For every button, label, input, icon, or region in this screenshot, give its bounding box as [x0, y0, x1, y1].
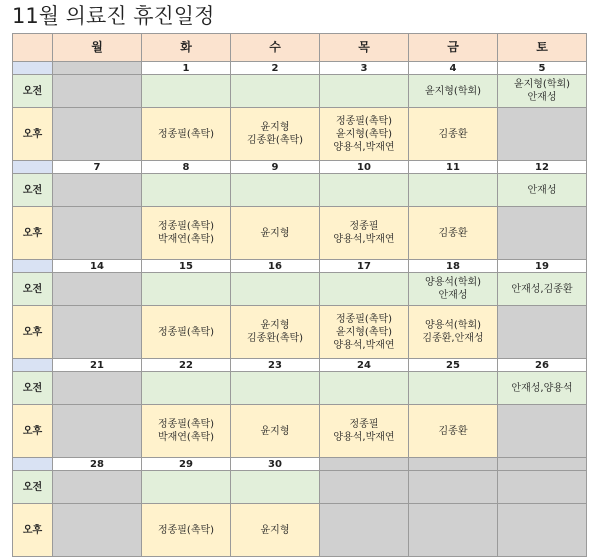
afternoon-cell	[142, 207, 231, 260]
morning-cell	[53, 471, 142, 504]
doctor-entry: 안재성	[527, 184, 557, 196]
morning-cell	[231, 273, 320, 306]
doctor-entry: 윤지형	[260, 524, 290, 536]
date-row-label	[13, 62, 53, 75]
afternoon-cell	[409, 504, 498, 557]
date-number: 2	[231, 62, 320, 75]
date-number: 17	[320, 260, 409, 273]
date-number: 29	[142, 458, 231, 471]
doctor-entry: 윤지형(촉탁)	[335, 128, 393, 140]
date-number: 24	[320, 359, 409, 372]
date-number: 19	[498, 260, 587, 273]
morning-label: 오전	[13, 372, 53, 405]
date-number	[320, 458, 409, 471]
date-number: 15	[142, 260, 231, 273]
afternoon-cell	[142, 504, 231, 557]
doctor-entry: 안재성	[527, 92, 557, 103]
afternoon-row	[13, 306, 587, 359]
date-number	[498, 458, 587, 471]
doctor-entry: 정종필(촉탁)	[157, 221, 215, 232]
afternoon-row	[13, 405, 587, 458]
morning-cell	[498, 372, 587, 405]
doctor-entry: 양용석(학회)	[424, 277, 482, 288]
date-number: 10	[320, 161, 409, 174]
date-number: 9	[231, 161, 320, 174]
afternoon-cell	[142, 108, 231, 161]
afternoon-cell	[409, 207, 498, 260]
afternoon-row	[13, 108, 587, 161]
morning-cell	[142, 471, 231, 504]
date-row	[13, 359, 587, 372]
doctor-entry: 양용석,박재연	[333, 432, 395, 443]
morning-cell	[320, 273, 409, 306]
morning-label: 오전	[13, 75, 53, 108]
doctor-entry: 박재연(촉탁)	[157, 234, 215, 245]
doctor-entry: 안재성,김종환	[511, 283, 573, 295]
afternoon-cell	[320, 504, 409, 557]
doctor-entry: 정종필(촉탁)	[335, 313, 393, 325]
afternoon-cell	[498, 207, 587, 260]
date-number: 8	[142, 161, 231, 174]
doctor-entry: 김종환	[438, 425, 468, 437]
morning-cell	[53, 372, 142, 405]
morning-cell	[53, 174, 142, 207]
morning-cell	[231, 471, 320, 504]
morning-cell	[409, 372, 498, 405]
morning-row	[13, 372, 587, 405]
doctor-entry: 정종필(촉탁)	[157, 128, 215, 140]
afternoon-cell	[409, 306, 498, 359]
morning-row	[13, 174, 587, 207]
afternoon-label: 오후	[13, 405, 53, 458]
schedule-table	[12, 33, 587, 557]
morning-row	[13, 75, 587, 108]
weekday-header: 수	[231, 34, 320, 62]
morning-cell	[231, 372, 320, 405]
date-row-label	[13, 260, 53, 273]
morning-cell	[498, 273, 587, 306]
date-row-label	[13, 359, 53, 372]
date-number	[409, 458, 498, 471]
doctor-entry: 정종필(촉탁)	[157, 419, 215, 430]
afternoon-cell	[53, 405, 142, 458]
afternoon-cell	[142, 306, 231, 359]
date-row	[13, 458, 587, 471]
doctor-entry: 윤지형(학회)	[513, 79, 571, 90]
morning-label: 오전	[13, 273, 53, 306]
weekday-header-row	[13, 34, 587, 62]
doctor-entry: 윤지형	[260, 122, 290, 133]
afternoon-cell	[320, 405, 409, 458]
afternoon-cell	[53, 108, 142, 161]
date-number: 1	[142, 62, 231, 75]
weekday-header: 목	[320, 34, 409, 62]
morning-cell	[409, 273, 498, 306]
afternoon-cell	[498, 405, 587, 458]
doctor-entry: 정종필(촉탁)	[157, 524, 215, 536]
doctor-entry: 정종필	[349, 419, 379, 430]
afternoon-label: 오후	[13, 207, 53, 260]
date-row-label	[13, 161, 53, 174]
morning-cell	[142, 273, 231, 306]
date-number: 18	[409, 260, 498, 273]
afternoon-cell	[53, 207, 142, 260]
morning-cell	[320, 471, 409, 504]
morning-label: 오전	[13, 174, 53, 207]
morning-cell	[498, 174, 587, 207]
morning-cell	[142, 75, 231, 108]
morning-cell	[498, 471, 587, 504]
morning-label: 오전	[13, 471, 53, 504]
date-row-label	[13, 458, 53, 471]
doctor-entry: 양용석(학회)	[424, 320, 482, 331]
date-number: 5	[498, 62, 587, 75]
afternoon-cell	[53, 306, 142, 359]
doctor-entry: 안재성,양용석	[511, 382, 573, 394]
morning-cell	[409, 174, 498, 207]
afternoon-cell	[320, 108, 409, 161]
afternoon-row	[13, 207, 587, 260]
doctor-entry: 정종필(촉탁)	[157, 326, 215, 338]
morning-cell	[231, 75, 320, 108]
doctor-entry: 윤지형	[260, 320, 290, 331]
afternoon-cell	[231, 306, 320, 359]
morning-cell	[320, 372, 409, 405]
doctor-entry: 윤지형	[260, 227, 290, 239]
date-number: 11	[409, 161, 498, 174]
date-number: 12	[498, 161, 587, 174]
date-number: 14	[53, 260, 142, 273]
date-number: 7	[53, 161, 142, 174]
doctor-entry: 정종필(촉탁)	[335, 115, 393, 127]
doctor-entry: 김종환,안재성	[422, 333, 484, 344]
doctor-entry: 윤지형(촉탁)	[335, 326, 393, 338]
morning-cell	[142, 174, 231, 207]
date-number: 21	[53, 359, 142, 372]
afternoon-label: 오후	[13, 306, 53, 359]
morning-row	[13, 273, 587, 306]
date-number	[53, 62, 142, 75]
morning-cell	[320, 174, 409, 207]
date-number: 4	[409, 62, 498, 75]
doctor-entry: 김종환(촉탁)	[246, 333, 304, 344]
morning-cell	[53, 75, 142, 108]
doctor-entry: 윤지형(학회)	[424, 85, 482, 97]
afternoon-cell	[320, 207, 409, 260]
afternoon-cell	[498, 306, 587, 359]
morning-row	[13, 471, 587, 504]
weekday-header: 화	[142, 34, 231, 62]
morning-cell	[320, 75, 409, 108]
morning-cell	[53, 273, 142, 306]
afternoon-cell	[53, 504, 142, 557]
morning-cell	[409, 75, 498, 108]
date-number: 26	[498, 359, 587, 372]
afternoon-label: 오후	[13, 504, 53, 557]
afternoon-cell	[498, 108, 587, 161]
date-number: 16	[231, 260, 320, 273]
afternoon-cell	[409, 108, 498, 161]
morning-cell	[231, 174, 320, 207]
date-number: 28	[53, 458, 142, 471]
doctor-entry: 양용석,박재연	[333, 234, 395, 245]
weekday-header: 금	[409, 34, 498, 62]
morning-cell	[498, 75, 587, 108]
doctor-entry: 박재연(촉탁)	[157, 432, 215, 443]
date-number: 3	[320, 62, 409, 75]
date-row	[13, 62, 587, 75]
afternoon-cell	[498, 504, 587, 557]
afternoon-cell	[142, 405, 231, 458]
doctor-entry: 김종환	[438, 128, 468, 140]
weekday-header: 토	[498, 34, 587, 62]
afternoon-cell	[320, 306, 409, 359]
morning-cell	[409, 471, 498, 504]
date-row	[13, 260, 587, 273]
afternoon-cell	[409, 405, 498, 458]
afternoon-cell	[231, 504, 320, 557]
header-corner	[13, 34, 53, 62]
page-title: 11월 의료진 휴진일정	[12, 4, 215, 28]
date-number: 30	[231, 458, 320, 471]
afternoon-cell	[231, 108, 320, 161]
date-row	[13, 161, 587, 174]
date-number: 25	[409, 359, 498, 372]
doctor-entry: 양용석,박재연	[333, 141, 395, 153]
doctor-entry: 김종환	[438, 227, 468, 239]
doctor-entry: 안재성	[438, 290, 468, 301]
afternoon-label: 오후	[13, 108, 53, 161]
doctor-entry: 정종필	[349, 221, 379, 232]
date-number: 22	[142, 359, 231, 372]
afternoon-row	[13, 504, 587, 557]
doctor-entry: 김종환(촉탁)	[246, 135, 304, 146]
afternoon-cell	[231, 207, 320, 260]
doctor-entry: 양용석,박재연	[333, 339, 395, 351]
morning-cell	[142, 372, 231, 405]
date-number: 23	[231, 359, 320, 372]
afternoon-cell	[231, 405, 320, 458]
doctor-entry: 윤지형	[260, 425, 290, 437]
weekday-header: 월	[53, 34, 142, 62]
